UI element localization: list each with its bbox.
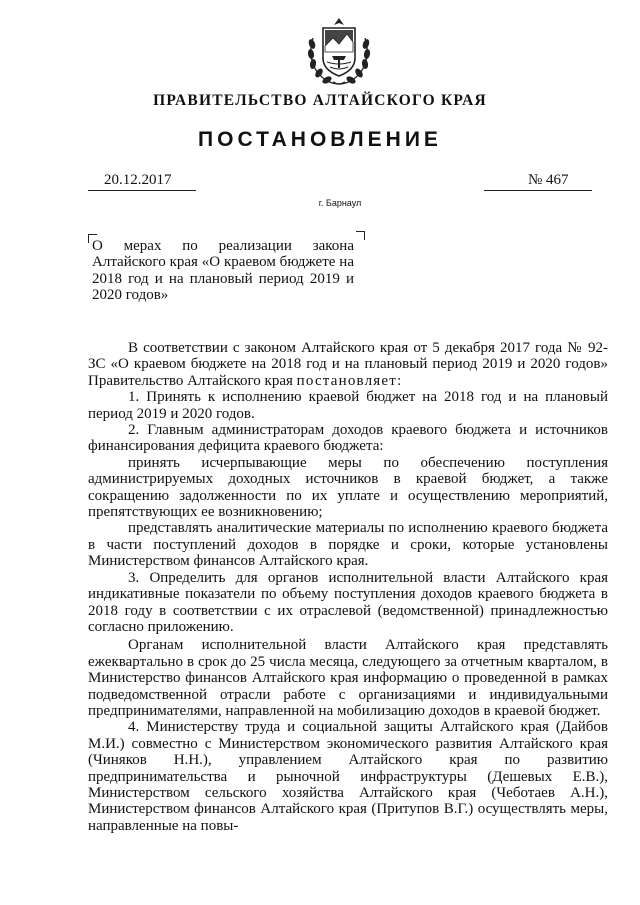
document-body [88,340,608,834]
document-date: 20.12.2017 [104,172,172,188]
paragraph-3a: Органам исполнительной власти Алтайского края представлять ежеквартально в срок до 25 числа месяца, следующего за отчетным кварталом, в Министерство финансов Алтайского края информацию о проведенной в рамках подведомственной отрасли работе с организациями и индивидуальными предпринимателями, направленной на мобилизацию доходов в краевой бюджет. [88,637,608,719]
preamble-paragraph [88,340,608,389]
preamble-text: В соответствии с законом Алтайского края от 5 декабря 2017 года № 92-ЗС «О краевом бюджете на 2018 год и на плановый период 2019 и 2020 годов» Правительство Алтайского края [88,340,608,389]
subject-bracket-right [356,231,365,240]
paragraph-4: 4. Министерству труда и социальной защиты Алтайского края (Дайбов М.И.) совместно с Министерством экономического развития Алтайского края (Чиняков Н.Н.), управлением Алтайского края по развитию предпринимательства и рыночной инфраструктуры (Дешевых Е.В.), Министерством сельского хозяйства Алтайского края (Чеботаев А.Н.), Министерством финансов Алтайского края (Притупов В.Г.) осуществлять меры, направленные на повы- [88,719,608,834]
paragraph-2b: представлять аналитические материалы по исполнению краевого бюджета в части поступлений доходов в порядке и сроки, которые установлены Министерством финансов Алтайского края. [88,520,608,570]
date-underline [88,190,196,191]
coat-of-arms-icon [303,12,375,88]
issue-city: г. Барнаул [318,198,362,208]
paragraph-3: 3. Определить для органов исполнительной власти Алтайского края индикативные показатели по объему поступления доходов краевого бюджета в 2018 году в соответствии с их отраслевой (ведомственной) принадлежностью согласно приложению. [88,569,608,635]
document-type-title: ПОСТАНОВЛЕНИЕ [198,128,442,151]
paragraph-1: 1. Принять к исполнению краевой бюджет на 2018 год и на плановый период 2019 и 2020 годов. [88,389,608,422]
paragraph-2: 2. Главным администраторам доходов краевого бюджета и источников финансирования дефицита краевого бюджета: [88,422,608,455]
number-underline [484,190,592,191]
document-number: № 467 [528,172,569,188]
document-subject: О мерах по реализации закона Алтайского края «О краевом бюджете на 2018 год и на плановый период 2019 и 2020 годов» [92,238,354,303]
paragraph-2a: принять исчерпывающие меры по обеспечению поступления администрируемых доходных источников в краевой бюджет, а также сокращению задолженности по их уплате и осуществлению мероприятий, препятствующих ее возникновению; [88,454,608,521]
resolves-word: постановляет: [296,372,403,389]
government-name: ПРАВИТЕЛЬСТВО АЛТАЙСКОГО КРАЯ [153,92,487,109]
